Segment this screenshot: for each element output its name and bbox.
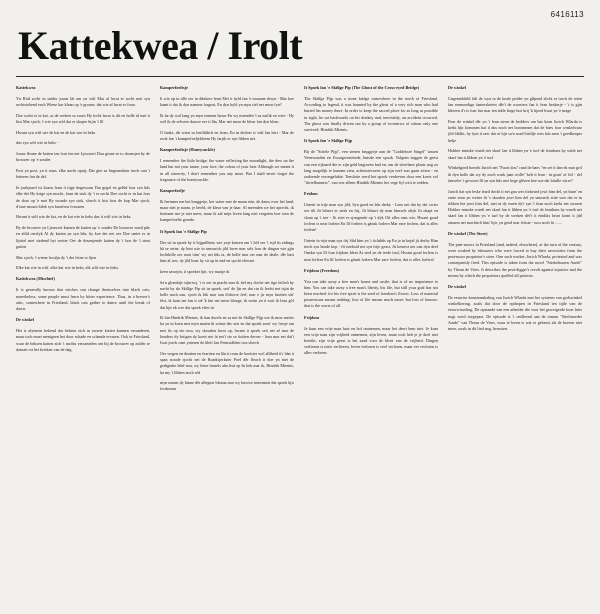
note-block bbox=[160, 229, 294, 393]
note-heading: De winkel (The Store) bbox=[448, 230, 488, 236]
note-heading: Kattekwea (Mischief) bbox=[16, 276, 55, 282]
note-paragraph: By de brouwer yn Ljouwert kamen de katten op 'e souder De brouwer wasd pûe en altîd oerslyk Al dy katten yn syn hûs; hy koe der net oer Doe smiet er in lijstiel mei siedend hyt weiter Oer de dounsjende katten dy 't hoe de 't steat gutten bbox=[16, 225, 150, 249]
note-heading: It Spoek fan 'e Skilîge Pijp bbox=[304, 138, 353, 144]
note-block bbox=[160, 147, 294, 183]
column-2 bbox=[160, 85, 294, 398]
note-block bbox=[160, 188, 294, 224]
note-block bbox=[16, 276, 150, 312]
note-paragraph: The peat-moors in Friesland (and, indeed, elsewhere), at the turn of the century, were worked by labourers who were forced to buy their necessities from the peat-moor proprietor's store. One such worker, Jurich Wîarda, protested and was consequently fired. This episode is taken from the novel "Sterkebaaren Aarde" by Theun de Vries. It describes the peat-digger's revolt against injustice and the means by which the proprietors quelled all protests. bbox=[448, 241, 582, 278]
note-block bbox=[448, 85, 582, 226]
note-paragraph: Winkelgoed boeoht Jurich net "Fuort dou" razd de baes "en set it dan ek mar grif ût dyn holle dat wy dy noch wurk jaan wolle" kelt it lean - in goan' of fiif - del fanwêre 't gewoon lîf yn syn hûs mei hege glêzen hoe soe dat bitulle wirre? bbox=[448, 165, 582, 183]
note-paragraph: Jouns fleane de katten ien foar ien net Ljouwert Dan geane se to dounsjen by de brouwer op 'e souder bbox=[16, 151, 150, 163]
note-paragraph: De eeuwise kenniramkaling van Jurich Wîarda met het systeem van godswinkel winkelkering, zoals dat door de opthopen in Friesland ten tijde van de eeuwwisseling. De opstande van een arbeider die voor het geweigerde loon later nogt werd toegepast. De episode is 't ontlleend aan de roman "Stiefmoeder Aarde" van Theun de Vries, waar te lezen is wat er gebeurt als de boeren niet meer, zoals in dit lied nog, berusten. bbox=[448, 294, 582, 331]
column-3 bbox=[304, 85, 438, 362]
note-paragraph: The Skilîge Pijp was a stone bridge somewhere in the north of Friesland. According to legend, it was haunted by the ghost of a very rich man who had buried his money there. In order to keep the sacred place for as long as possible in sight, he sat backwards on his donkey and, inevitably, an accident occurred. The ghost was finally driven out by a group of eccentrics of whom only one survived: Hindrik Miemts. bbox=[304, 95, 438, 132]
note-heading: It Spoek fan 'e Skilîge Pip bbox=[160, 228, 207, 234]
note-block bbox=[304, 315, 438, 357]
note-paragraph: keen sawnjin, it spoeket hjir, wy marije ût bbox=[160, 268, 230, 274]
note-heading: Fridom bbox=[304, 191, 318, 197]
note-paragraph: O fanke, dit wiest sa lenfûldich en from, En in dichter is wûf fan hert - Mar de rook fan 't kamperfoeljebloem Hy farjilt er syn libben net. bbox=[160, 129, 294, 141]
note-paragraph: Foar de winkel dêr yn 't fean stean de bodders om har kean Jurich Wîarda is krekt hjir kommen hat it dus noch net borommen dat de baes foar winkelwaar jild ôffâkt, hy fynt it raer dat se hjir sa'n soad bitsllje roes kâs men 't goedkeaper helje bbox=[448, 119, 582, 143]
note-block bbox=[304, 268, 438, 310]
note-paragraph: It wie op in tille oer in dûnkere feart Mei it hyld fan 'e moanne deryn - Mar hoe kamt it dat ik dyn namme forgeat, En dyn hyld yn myn siel net mear fyn? bbox=[160, 95, 294, 108]
note-block bbox=[16, 85, 150, 271]
note-heading: Frijdom (Freedom) bbox=[304, 267, 340, 273]
notes-columns bbox=[16, 85, 584, 398]
note-paragraph: Yn Riid socht in snider jouns lât om yn wûf Mar al hwat er socht mei syn rechtstekend each Wiene har klean op 'e grouse; dat wie al hwat er foun. bbox=[16, 95, 150, 108]
note-paragraph: Je kunt een vrije man huis en hof ontnemen, maar het deert hem niet. Je kunt een vrije man zijn vrijheid ontnemen, zijn leven, maar toch heb je je doel niet bereikt: zijn vrije geest is het zaad voor de bloei van de vrijheid. Dingen verliezen is niets verliezen, leven verloren is veel verloren, maar eer verloren is alles verloren. bbox=[304, 325, 438, 356]
note-paragraph: Ik herinner me het bruggetje, het water met de maan erin, de dauw over het land, maar niet je naam, je beeld, de kleur van je haar. Al meenden we het oprecht, ik herinner me je niet meer, maar ik zal mijn leven lang niet vergeten hoe toen de kamperfoelie geurde. bbox=[160, 198, 294, 223]
note-block bbox=[16, 317, 150, 353]
page-title: Kattekwea / Irolt bbox=[18, 23, 303, 68]
note-paragraph: Hokker minske wurdt net skarf fan it libben yn 'e turf de feanbaes by wiidt net skarf fan it libben yn 'e turf bbox=[448, 148, 582, 160]
column-4 bbox=[448, 85, 582, 337]
note-paragraph: Ik ha dy wol lang yn myn earmen hawn En wy miendén 't sa earlik en wier - Hy wól ik de selwere dauwe oer it lân, Mar net mear de kleur fan dyn kleur. bbox=[160, 112, 294, 125]
note-paragraph: Bij de "Schele Pijp", een stenen bruggetje aan de "Goddeloze Singel" tussen Veenwouden en Zwaagwesteinde, huisde een spook. Volgens zeggen de geest van een rijkaard die er zijn geld begraven had en, om de sfeerbare plaats nog zo lang mogelijk te kunnen zien, achterstevoren op zijn ezel was gaan zitten - en zodoende verongelukte. Tenslotte werd het spook verdreven door een koets vol "dwielbanners", van wie alleen Hindrik Miemts het vege lijf wist te redden. bbox=[304, 149, 438, 186]
catalog-number: 6416113 bbox=[550, 10, 584, 19]
note-paragraph: Hwant it wûf wie de kat, en de kat wie in heks dus it wûf wie in heks. bbox=[16, 214, 132, 220]
note-block bbox=[160, 85, 294, 142]
note-heading: Kattekwea bbox=[16, 85, 36, 90]
note-heading: It Spoek fan 'e Skilîge Pip (The Ghost of the Cross-eyed Bridge) bbox=[304, 85, 420, 90]
note-block bbox=[448, 231, 582, 279]
note-paragraph: Jurich hat syn leske leard docht it net gau wer forkeard jowt him del, yn buze' en earte sean yn weiter ût 's skoalen jowt him del yn smoarch sitte woe dat er in tekken bie jowt him del, mei ut dy earen dy't syn 't fean noch krekt net stoaren Hokker minske wurdt net skarf fan it libben yn 'e turf de feanbaes hy wurdt net skarf fan it libben yn 'e turf by de werken dêr't it eindiks heart komt it jild omarm net machtich him' hjir, yn getal mar feitste - nou noch ût ....... bbox=[448, 188, 582, 225]
note-paragraph: In jonkjeard ist ûoarn foun it tijge ûngewoan Dat gegel en gelûd foar syn hûs elke dei Hy krige syn mocht, foun de stok dy 't er socht Doe socht er in kat foar de doar op 'e mat Hy swarde syn stok, sloech it bist foar de kop Mar sjoch, d'oare moarn bilek syn buorfrou foroaren bbox=[16, 185, 150, 209]
note-paragraph: Mar sjoch, 't wiene froulju dy 't der leine to lijen bbox=[16, 254, 97, 260]
note-block bbox=[448, 284, 582, 332]
note-paragraph: Hwant syn wûf wie de kat en de kat wie in heks bbox=[16, 129, 96, 135]
note-block bbox=[304, 191, 438, 262]
title-divider bbox=[16, 76, 584, 77]
note-heading: De winkel bbox=[448, 85, 466, 90]
note-heading: Kamperfoeltsje (Honeysuckle) bbox=[160, 147, 215, 153]
note-paragraph: Oer wegen en deatten en feartten en lân it roun de koetsier wol alltheid it'r hân it span stoude rjocht nei de Roadtsjerkster Poel dêr fleach it doe yn mei de gediginke bûel nou, wy leine fansels aha leaf op ûs bek mar ik, Hindrik Miemts, ha my 't libben noch réd bbox=[160, 350, 294, 375]
note-paragraph: Untein in trije man syn jild, Syn goed en bûs derby - Lens net dat hy der swier oer tilt Jit bliuwt er sterk en frij, Jit bliuwt dy man himsels altyk Jit okapt en sloan op 't trie - Jit stiet er sjongende op 't dyk Oft alles oms wie, Hwant goud forlern is neat forlern En lîf forlern is gänsk forlern Mar eare forlern, dat is alles forlern! bbox=[304, 202, 438, 233]
note-paragraph: You can take away a free man's house and castle; that is of no importance to him. You can take away a free man's liberty, his life, but still your goal has not been reached: for his free spirit is the seed of freedom's flower. Loss of material possessions means nothing; loss of life means much more; but loss of honour: that is the worst of all. bbox=[304, 278, 438, 309]
note-block bbox=[304, 85, 438, 133]
note-heading: Kamperfoelje bbox=[160, 187, 185, 193]
note-paragraph: Elke kat wie in wûf, elke kat wie in heks, elk wûf wie in heks. bbox=[16, 265, 120, 271]
note-paragraph: Post yn post, yn it roun, elke nacht opnij; Dat giet sa lingerneiken troch oan 't letteren fan de del. bbox=[16, 168, 150, 180]
note-block bbox=[304, 138, 438, 186]
note-paragraph: Ik bin Hindrik Miemts, ik han durels en sa nei de Skilîge Pijp soe ik mou merits ha yn in koen mei myn maten ût wiene der seis en dat spoek soen' wy fresje om mei ûs op ein nou, wy skouden hwat op, hwant it spoek seit net sé mar de houders dy kriigen dy koets net ùt nei't sie se ôstiten deroer - leau mar net dat't Iwat joech oant yniesen de kleif fan Fennwâlden twa sloech bbox=[160, 315, 294, 346]
note-heading: Frijdom bbox=[304, 314, 320, 320]
note-heading: De winkel bbox=[448, 284, 466, 289]
note-paragraph: myn maten dy binne dêr allegear bleaun mar wy hawwe tominsten dat spoek hjir fordreaun bbox=[160, 380, 294, 392]
note-heading: De winkel bbox=[16, 317, 34, 323]
note-paragraph: Ungemiddeld falt de wyn ta de keale polder yn glîpend slicht er troch de reten fan earmoedige fanterskeiets dêr't de woorters fan it fean beskerje - 't is gjin bliezen d'r is foar har mar ien iekle finge hoe krij 'k hjoed hwat yn 'e mage bbox=[448, 95, 582, 114]
note-paragraph: Untein in trije man syn frij Sûd him yn 't tichthûs op En jo in knjel jit derby Him trech syn burde kop - Jit tsieksid net syn frije geast, Jit kearest net oan dyn deel Omdat syn lîf foar frijdom bleat As sied yn de ierde fuol, Hwant goud forlern is neat forlern En lîf forlern is gänsk forlern Mar eare forlern, dat is alles forlern! bbox=[304, 237, 438, 262]
note-paragraph: Der sit in spoek by it bijgnillenis wei ynje kearen om 't hôf oer 't tsjil ûs eidings hâ se seine, dy bint wie in sensurich jild hwer mar sels foar de dingen wie gjin lochtbille oer noar tiim' wy nei hûs ta, de holle mar oer mar de deale, dêr hast him al wer, dy jild hoar hy sit op in end en sjocht elteraet bbox=[160, 239, 294, 264]
column-1 bbox=[16, 85, 150, 358]
note-paragraph: dus syn wûf wie in heks - bbox=[16, 140, 59, 146]
note-paragraph: Sa'n glombije stjirriwj, 't is oer in pracht mar ik fiel my doche net tige feilich by nacht by do Skilîge Pip sit in spoek, seit' de Ijn en dat rin ik leafst net tsjin de holle nach oan, sjoch ik bik mar oan d'oherre feel, mar e jir myn fuotten sitt' fêst, ik kom net fan it sté 'k kin net mear bluege, ik swim yn it swit ik leau gôf dat hjir ek wer dat spoek efter sit bbox=[160, 279, 294, 310]
note-heading: Kamperfoeltsje bbox=[160, 85, 188, 90]
note-paragraph: Doe socht er in kat, as de roeken sa swart Hy focht hwat is dit en holle nî mei it bist Mar sjoch, 't wie syn wûf dat er skopte bijin 't lîf bbox=[16, 112, 150, 125]
note-paragraph: It is generally known that witches can change themselves into black cats; nonetheless, some people must learn by bitter experience. Thus, in a brewer's attic, somewhere in Friesland, black cats gather to dance until the break of dawn. bbox=[16, 287, 150, 311]
note-paragraph: I remember the little bridge, the water reflecting the moonlight, the dew on the land but not your name, your face, the colour of your hair. Although we meant it in all sincerity, I don't remember you any more. But I shall never forget the fragrance of the honeysuckle. bbox=[160, 158, 294, 182]
note-paragraph: Het is alyemen bekend dat heksen zich in zwarte katten kunnen veranderen, maar toch moet menigeen het door schade en schande ervaren. Ook in Friesland, waar de heksen katten zich 't nachts verzamelen om bij de brouwer op zolder te dansen tot het krieken van de dag. bbox=[16, 328, 150, 352]
